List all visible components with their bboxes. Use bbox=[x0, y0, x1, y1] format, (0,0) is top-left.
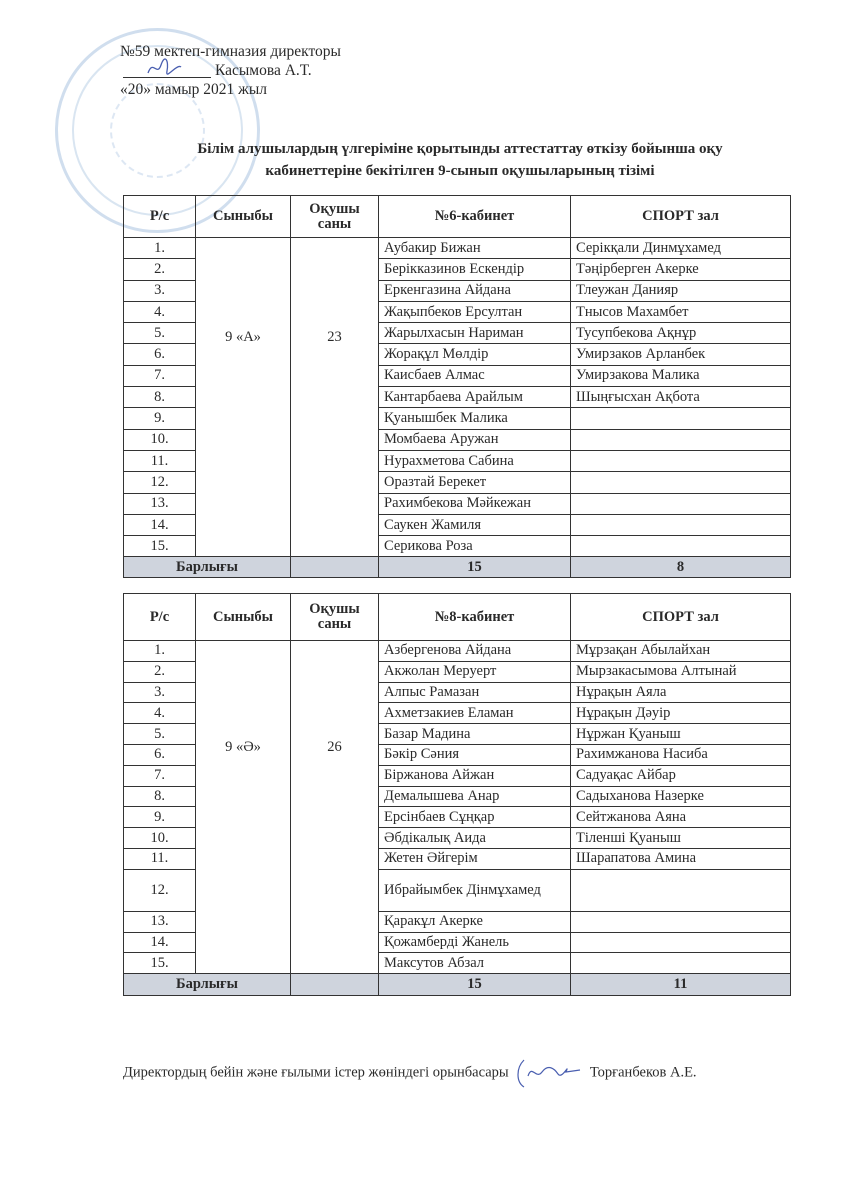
row-number: 8. bbox=[124, 387, 196, 408]
cabinet-student: Ахметзакиев Еламан bbox=[379, 703, 571, 724]
header-sport: СПОРТ зал bbox=[571, 594, 791, 641]
row-number: 12. bbox=[124, 869, 196, 911]
class-9a-table bbox=[123, 195, 791, 578]
header-sport: СПОРТ зал bbox=[571, 196, 791, 238]
cabinet-student: Қаракұл Акерке bbox=[379, 911, 571, 932]
total-sport: 11 bbox=[571, 974, 791, 996]
table-header bbox=[124, 196, 791, 238]
table-header bbox=[124, 594, 791, 641]
row-number: 2. bbox=[124, 661, 196, 682]
row-number: 15. bbox=[124, 953, 196, 974]
class-name-cell: 9 «А» bbox=[196, 238, 291, 557]
header-class: Сыныбы bbox=[196, 196, 291, 238]
cabinet-student: Нурахметова Сабина bbox=[379, 450, 571, 471]
sport-hall-student bbox=[571, 514, 791, 535]
total-label: Барлығы bbox=[124, 557, 291, 578]
row-number: 1. bbox=[124, 641, 196, 662]
sport-hall-student: Садыханова Назерке bbox=[571, 786, 791, 807]
total-cabinet: 15 bbox=[379, 557, 571, 578]
row-number: 3. bbox=[124, 682, 196, 703]
cabinet-student: Алпыс Рамазан bbox=[379, 682, 571, 703]
total-cabinet: 15 bbox=[379, 974, 571, 996]
row-number: 7. bbox=[124, 765, 196, 786]
row-number: 10. bbox=[124, 429, 196, 450]
sport-hall-student bbox=[571, 450, 791, 471]
cabinet-student: Еркенгазина Айдана bbox=[379, 280, 571, 301]
deputy-signature bbox=[514, 1058, 584, 1088]
sport-hall-student: Тіленші Қуаныш bbox=[571, 828, 791, 849]
table-row bbox=[124, 641, 791, 662]
cabinet-student: Серикова Роза bbox=[379, 536, 571, 557]
row-number: 10. bbox=[124, 828, 196, 849]
cabinet-student: Жақыпбеков Ерсултан bbox=[379, 301, 571, 322]
sport-hall-student: Рахимжанова Насиба bbox=[571, 744, 791, 765]
cabinet-student: Жарылхасын Нариман bbox=[379, 323, 571, 344]
student-count-cell: 23 bbox=[291, 238, 379, 557]
cabinet-student: Кантарбаева Арайлым bbox=[379, 387, 571, 408]
cabinet-student: Каисбаев Алмас bbox=[379, 365, 571, 386]
sport-hall-student: Тнысов Махамбет bbox=[571, 301, 791, 322]
sport-hall-student: Серікқали Динмұхамед bbox=[571, 238, 791, 259]
footer-signature bbox=[123, 1058, 697, 1088]
cabinet-student: Максутов Абзал bbox=[379, 953, 571, 974]
sport-hall-student bbox=[571, 869, 791, 911]
director-name: Касымова А.Т. bbox=[215, 62, 312, 79]
row-number: 11. bbox=[124, 848, 196, 869]
row-number: 6. bbox=[124, 744, 196, 765]
cabinet-student: Ибрайымбек Дінмұхамед bbox=[379, 869, 571, 911]
row-number: 11. bbox=[124, 450, 196, 471]
sport-hall-student: Умирзаков Арланбек bbox=[571, 344, 791, 365]
row-number: 7. bbox=[124, 365, 196, 386]
cabinet-student: Базар Мадина bbox=[379, 724, 571, 745]
sport-hall-student: Нұрақын Дәуір bbox=[571, 703, 791, 724]
row-number: 15. bbox=[124, 536, 196, 557]
header-cabinet: №6-кабинет bbox=[379, 196, 571, 238]
total-row bbox=[124, 974, 791, 996]
row-number: 14. bbox=[124, 932, 196, 953]
cabinet-student: Біржанова Айжан bbox=[379, 765, 571, 786]
sport-hall-student bbox=[571, 536, 791, 557]
row-number: 5. bbox=[124, 323, 196, 344]
sport-hall-student: Тусупбекова Ақнұр bbox=[571, 323, 791, 344]
cabinet-student: Қожамберді Жанель bbox=[379, 932, 571, 953]
cabinet-student: Рахимбекова Мәйкежан bbox=[379, 493, 571, 514]
deputy-position: Директордың бейін және ғылыми істер жөніндегі орынбасары bbox=[123, 1064, 509, 1081]
total-row bbox=[124, 557, 791, 578]
sport-hall-student bbox=[571, 429, 791, 450]
header-number: Р/с bbox=[124, 594, 196, 641]
row-number: 3. bbox=[124, 280, 196, 301]
sport-hall-student: Садуақас Айбар bbox=[571, 765, 791, 786]
cabinet-student: Саукен Жамиля bbox=[379, 514, 571, 535]
sport-hall-student: Тлеужан Данияр bbox=[571, 280, 791, 301]
sport-hall-student: Мырзакасымова Алтынай bbox=[571, 661, 791, 682]
class-9ae-table bbox=[123, 593, 791, 996]
row-number: 12. bbox=[124, 472, 196, 493]
class-name-cell: 9 «Ә» bbox=[196, 641, 291, 974]
cabinet-student: Ерсінбаев Сұңқар bbox=[379, 807, 571, 828]
cabinet-student: Жорақұл Мөлдір bbox=[379, 344, 571, 365]
row-number: 6. bbox=[124, 344, 196, 365]
sport-hall-student: Сейтжанова Аяна bbox=[571, 807, 791, 828]
header-count: Оқушы саны bbox=[291, 196, 379, 238]
row-number: 5. bbox=[124, 724, 196, 745]
title-line-2: кабинеттеріне бекітілген 9-сынып оқушыларының тізімі bbox=[265, 163, 655, 179]
cabinet-student: Жетен Әйгерім bbox=[379, 848, 571, 869]
approval-date: «20» мамыр 2021 жыл bbox=[120, 81, 268, 98]
sport-hall-student bbox=[571, 932, 791, 953]
row-number: 2. bbox=[124, 259, 196, 280]
document-title bbox=[120, 138, 800, 182]
approval-title: №59 мектеп-гимназия директоры bbox=[120, 43, 341, 60]
sport-hall-student: Мұрзақан Абылайхан bbox=[571, 641, 791, 662]
student-count-cell: 26 bbox=[291, 641, 379, 974]
sport-hall-student bbox=[571, 911, 791, 932]
total-empty bbox=[291, 557, 379, 578]
sport-hall-student bbox=[571, 953, 791, 974]
header-cabinet: №8-кабинет bbox=[379, 594, 571, 641]
row-number: 4. bbox=[124, 301, 196, 322]
sport-hall-student: Шыңғысхан Ақбота bbox=[571, 387, 791, 408]
title-line-1: Білім алушылардың үлгеріміне қорытынды аттестаттау өткізу бойынша оқу bbox=[197, 141, 723, 157]
deputy-name: Торғанбеков А.Е. bbox=[589, 1064, 697, 1081]
cabinet-student: Акжолан Меруерт bbox=[379, 661, 571, 682]
approval-block bbox=[120, 42, 341, 99]
row-number: 8. bbox=[124, 786, 196, 807]
cabinet-student: Азбергенова Айдана bbox=[379, 641, 571, 662]
cabinet-student: Оразтай Берекет bbox=[379, 472, 571, 493]
cabinet-student: Қуанышбек Малика bbox=[379, 408, 571, 429]
sport-hall-student: Нұрақын Аяла bbox=[571, 682, 791, 703]
row-number: 9. bbox=[124, 408, 196, 429]
header-count: Оқушы саны bbox=[291, 594, 379, 641]
row-number: 9. bbox=[124, 807, 196, 828]
total-sport: 8 bbox=[571, 557, 791, 578]
cabinet-student: Берікказинов Ескендір bbox=[379, 259, 571, 280]
row-number: 14. bbox=[124, 514, 196, 535]
cabinet-student: Бәкір Сәния bbox=[379, 744, 571, 765]
cabinet-student: Аубакир Бижан bbox=[379, 238, 571, 259]
total-label: Барлығы bbox=[124, 974, 291, 996]
sport-hall-student bbox=[571, 493, 791, 514]
sport-hall-student bbox=[571, 408, 791, 429]
row-number: 13. bbox=[124, 493, 196, 514]
cabinet-student: Әбдікалық Аида bbox=[379, 828, 571, 849]
row-number: 4. bbox=[124, 703, 196, 724]
cabinet-student: Демалышева Анар bbox=[379, 786, 571, 807]
row-number: 13. bbox=[124, 911, 196, 932]
total-empty bbox=[291, 974, 379, 996]
table-row bbox=[124, 238, 791, 259]
header-number: Р/с bbox=[124, 196, 196, 238]
director-signature bbox=[145, 57, 185, 85]
sport-hall-student: Тәңірберген Акерке bbox=[571, 259, 791, 280]
sport-hall-student: Шарапатова Амина bbox=[571, 848, 791, 869]
sport-hall-student bbox=[571, 472, 791, 493]
cabinet-student: Момбаева Аружан bbox=[379, 429, 571, 450]
sport-hall-student: Нұржан Қуаныш bbox=[571, 724, 791, 745]
row-number: 1. bbox=[124, 238, 196, 259]
sport-hall-student: Умирзакова Малика bbox=[571, 365, 791, 386]
header-class: Сыныбы bbox=[196, 594, 291, 641]
